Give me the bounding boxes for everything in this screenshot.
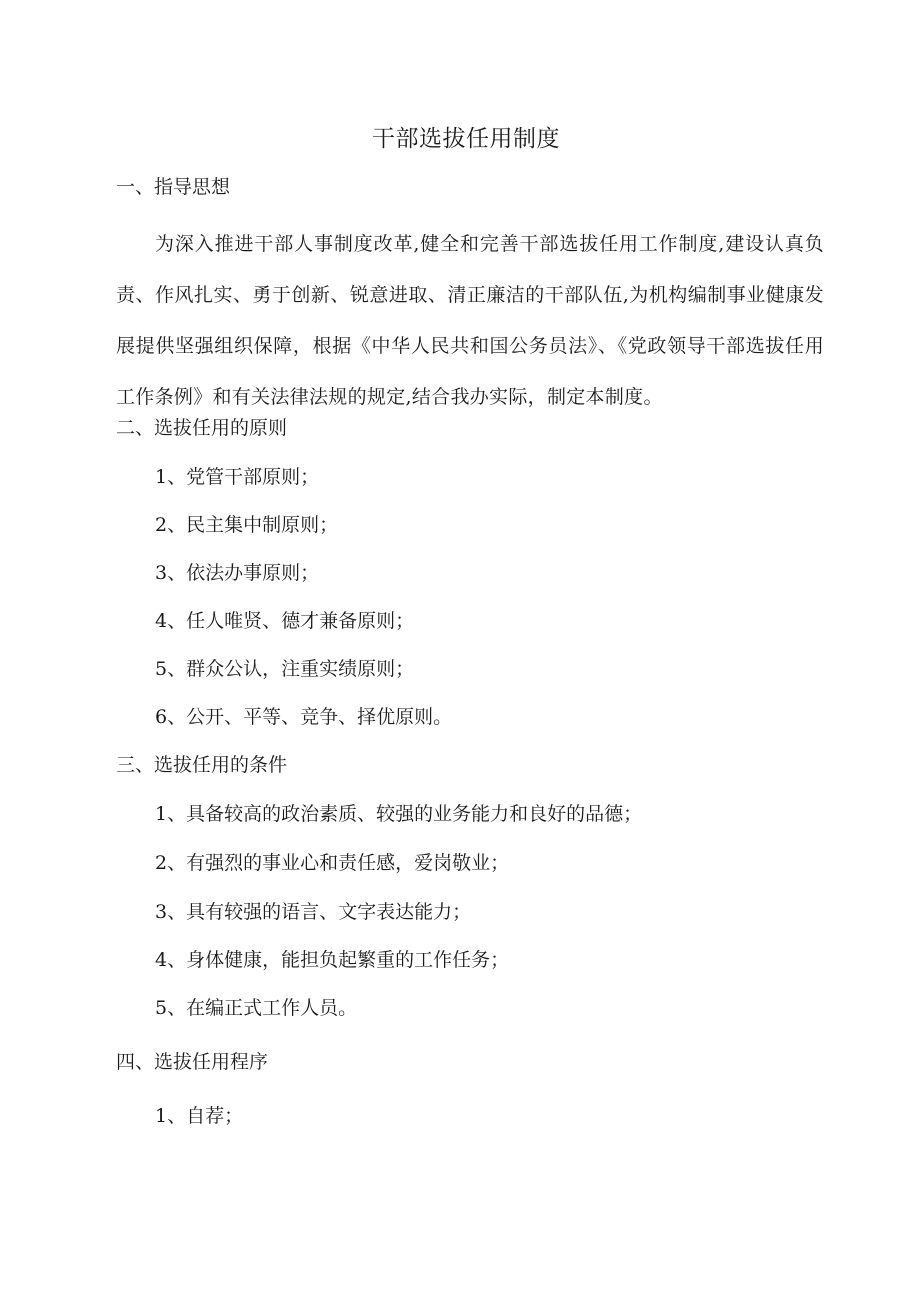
list-item: 1、党管干部原则；	[155, 466, 320, 488]
list-item: 5、在编正式工作人员。	[155, 997, 358, 1019]
section-heading-procedure: 四、选拔任用程序	[116, 1051, 269, 1073]
document-title: 干部选拔任用制度	[372, 126, 560, 152]
list-item: 2、民主集中制原则；	[155, 514, 339, 536]
list-item: 3、具有较强的语言、文字表达能力；	[155, 901, 472, 923]
list-item: 1、自荐；	[155, 1105, 244, 1127]
list-item: 6、公开、平等、竞争、择优原则。	[155, 706, 453, 728]
section-heading-conditions: 三、选拔任用的条件	[116, 754, 288, 776]
list-item: 4、任人唯贤、德才兼备原则；	[155, 610, 415, 632]
list-item: 1、具备较高的政治素质、较强的业务能力和良好的品德；	[155, 803, 643, 825]
list-item: 4、身体健康，能担负起繁重的工作任务；	[155, 949, 510, 971]
list-item: 2、有强烈的事业心和责任感，爱岗敬业；	[155, 852, 510, 874]
section-heading-principles: 二、选拔任用的原则	[116, 417, 288, 439]
section-paragraph-guiding-ideology: 为深入推进干部人事制度改革,健全和完善干部选拔任用工作制度,建设认真负责、作风扎实、勇于创新、锐意进取、清正廉洁的干部队伍,为机构编制事业健康发展提供坚强组织保障，根据《中华人民共和国公务员法》、《党政领导干部选拔任用工作条例》和有关法律法规的规定,结合我办实际，制定本制度。	[116, 233, 824, 408]
list-item: 3、依法办事原则；	[155, 562, 320, 584]
section-heading-guiding-ideology: 一、指导思想	[116, 176, 231, 198]
list-item: 5、群众公认，注重实绩原则；	[155, 658, 415, 680]
